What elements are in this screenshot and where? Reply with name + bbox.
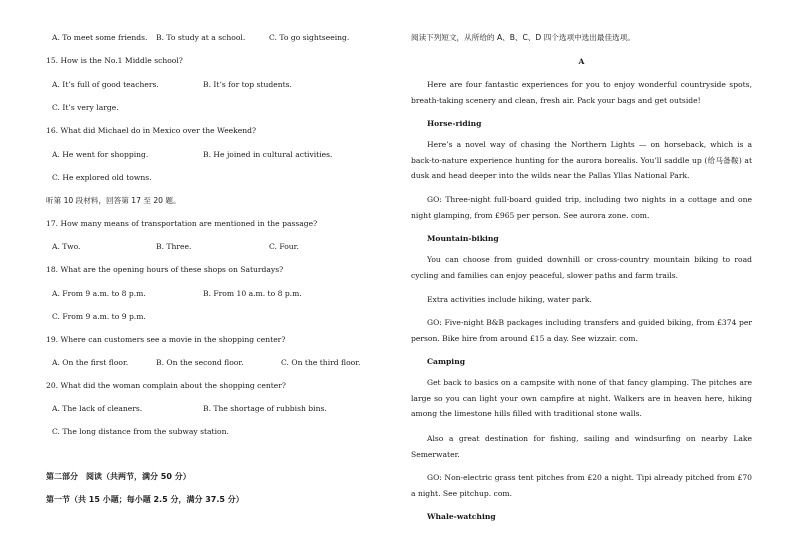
q15-option-c: C. It’s very large. <box>52 103 119 112</box>
q18-option-a: A. From 9 a.m. to 8 p.m. <box>52 289 146 298</box>
q19-stem: 19. Where can customers see a movie in the shopping center? <box>46 335 286 344</box>
q15-stem: 15. How is the No.1 Middle school? <box>46 56 183 65</box>
horse-riding-title: Horse-riding <box>427 119 482 128</box>
q16-option-c: C. He explored old towns. <box>52 173 152 182</box>
q16-stem: 16. What did Michael do in Mexico over the Weekend? <box>46 126 257 135</box>
q20-stem: 20. What did the woman complain about the shopping center? <box>46 381 287 390</box>
section1-heading: 第一节（共 15 小题；每小题 2.5 分，满分 37.5 分） <box>46 495 244 504</box>
q20-option-a: A. The lack of cleaners. <box>52 404 143 413</box>
q19-option-b: B. On the second floor. <box>156 358 244 367</box>
camping-go: GO: Non-electric grass tent pitches from £20 a night. Tipi already pitched from £70 a night. See pitchup. com. <box>411 473 752 498</box>
mountain-biking-text: You can choose from guided downhill or cross-country mountain biking to road cycling and families can enjoy peaceful, slower paths and farm trails. <box>411 255 752 280</box>
passage-label: A <box>578 57 585 66</box>
q14-option-a: A. To meet some friends. <box>52 33 148 42</box>
horse-riding-text: Here’s a novel way of chasing the Northern Lights — on horseback, which is a back-to-nature experience hunting for the aurora borealis. You’ll saddle up (给马备鞍) at dusk and head deeper into the wilds near the Pallas Yllas National Park. <box>411 140 752 180</box>
q14-option-c: C. To go sightseeing. <box>269 33 350 42</box>
q18-stem: 18. What are the opening hours of these shops on Saturdays? <box>46 265 284 274</box>
mountain-biking-title: Mountain-biking <box>427 234 499 243</box>
q17-option-b: B. Three. <box>156 242 192 251</box>
whale-watching-title: Whale-watching <box>427 512 496 521</box>
horse-riding-go: GO: Three-night full-board guided trip, including two nights in a cottage and one night glamping, from £965 per person. See aurora zone. com. <box>411 195 752 220</box>
mountain-biking-go: GO: Five-night B&B packages including transfers and guided biking, from £374 per person. Bike hire from around £15 a day. See wizzair. com. <box>411 318 752 343</box>
q15-option-b: B. It’s for top students. <box>203 80 292 89</box>
camping-extra: Also a great destination for fishing, sailing and windsurfing on nearby Lake Semerwater. <box>411 434 752 459</box>
reading-instruction: 阅读下列短文，从所给的 A、B、C、D 四个选项中选出最佳选项。 <box>411 33 635 42</box>
part2-heading: 第二部分 阅读（共两节，满分 50 分） <box>46 472 191 481</box>
q19-option-a: A. On the first floor. <box>52 358 129 367</box>
material-10-instruction: 听第 10 段材料，回答第 17 至 20 题。 <box>46 196 181 205</box>
q18-option-c: C. From 9 a.m. to 9 p.m. <box>52 312 146 321</box>
q16-option-b: B. He joined in cultural activities. <box>203 150 333 159</box>
q19-option-c: C. On the third floor. <box>281 358 361 367</box>
intro-paragraph: Here are four fantastic experiences for you to enjoy wonderful countryside spots, breath-taking scenery and clean, fresh air. Pack your bags and get outside! <box>411 80 752 105</box>
q16-option-a: A. He went for shopping. <box>52 150 149 159</box>
q18-option-b: B. From 10 a.m. to 8 p.m. <box>203 289 302 298</box>
q17-option-a: A. Two. <box>52 242 81 251</box>
q15-option-a: A. It’s full of good teachers. <box>52 80 159 89</box>
camping-title: Camping <box>427 357 466 366</box>
camping-text: Get back to basics on a campsite with none of that fancy glamping. The pitches are large so you can light your own campfire at night. Walkers are in heaven here, hiking among the limestone hills filled with traditional stone walls. <box>411 378 752 418</box>
q17-stem: 17. How many means of transportation are mentioned in the passage? <box>46 219 318 228</box>
q14-option-b: B. To study at a school. <box>156 33 246 42</box>
q20-option-c: C. The long distance from the subway station. <box>52 427 229 436</box>
q20-option-b: B. The shortage of rubbish bins. <box>203 404 327 413</box>
mountain-biking-extra: Extra activities include hiking, water park. <box>427 295 592 304</box>
q17-option-c: C. Four. <box>269 242 299 251</box>
